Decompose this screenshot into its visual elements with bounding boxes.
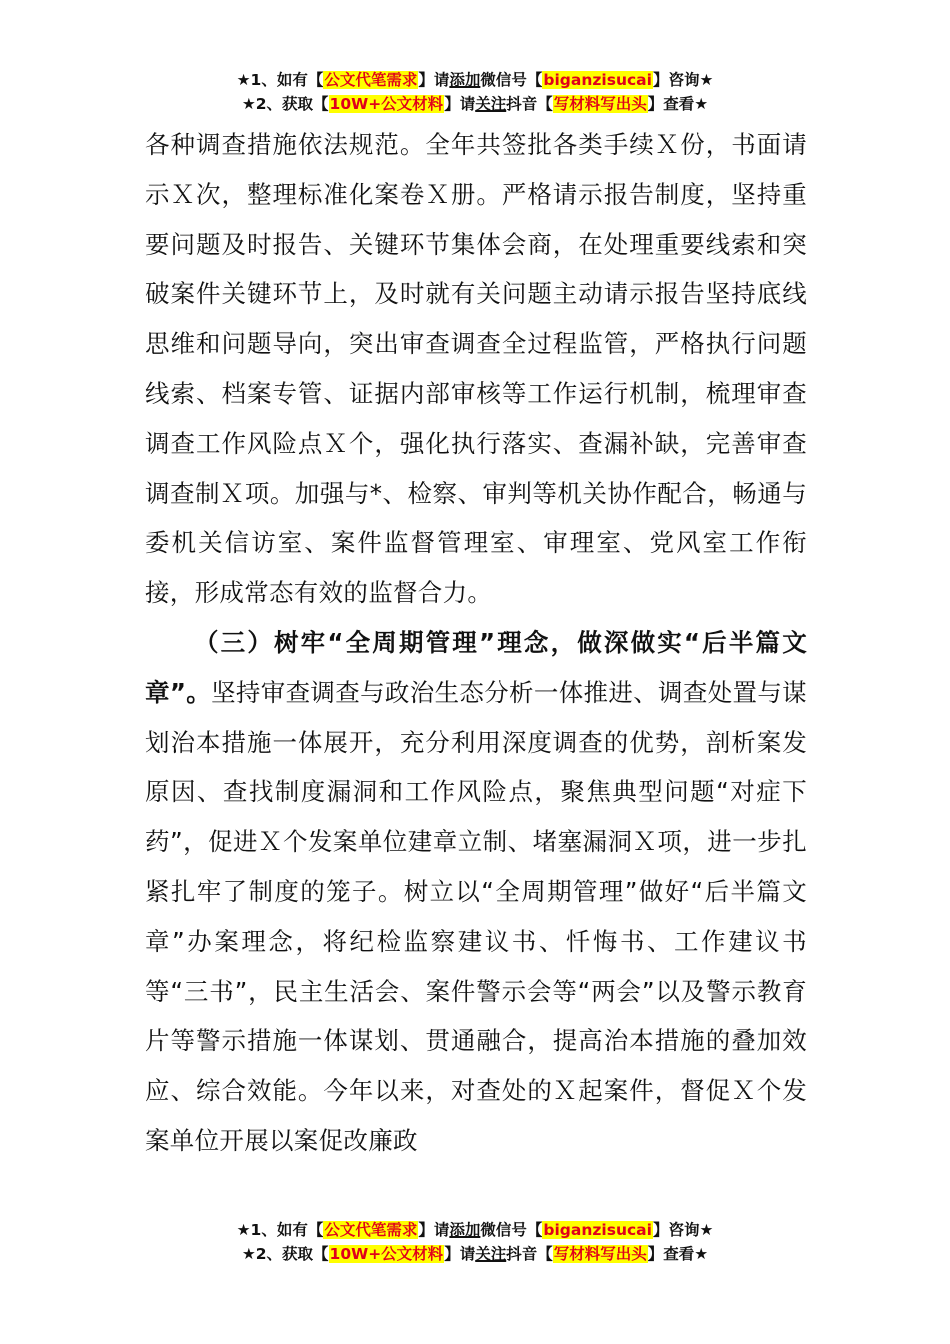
banner-text: 2、获取【 <box>255 95 329 113</box>
banner-text-underlined: 添加 <box>449 71 481 89</box>
banner-text: 】咨询★ <box>652 71 714 89</box>
banner-line-1 <box>0 1219 950 1243</box>
banner-text-underlined: 添加 <box>449 1221 481 1239</box>
star-icon: ★ <box>236 1221 251 1239</box>
highlight-douyin-account: 写材料写出头 <box>553 95 647 113</box>
highlight-service: 公文代笔需求 <box>324 1221 418 1239</box>
banner-text: 】咨询★ <box>652 1221 714 1239</box>
footer-banner <box>0 1219 950 1267</box>
banner-text: 抖音【 <box>506 95 553 113</box>
star-icon: ★ <box>241 1245 256 1263</box>
star-icon: ★ <box>236 71 251 89</box>
banner-text: 】请 <box>418 1221 450 1239</box>
header-banner <box>0 69 950 117</box>
banner-text: 】请 <box>418 71 450 89</box>
banner-text: 微信号【 <box>480 71 543 89</box>
highlight-wechat-id: biganzisucai <box>543 71 652 89</box>
banner-text: 】查看★ <box>647 1245 709 1263</box>
banner-text: 】请 <box>444 95 476 113</box>
highlight-wechat-id: biganzisucai <box>543 1221 652 1239</box>
highlight-materials: 10W+公文材料 <box>329 95 444 113</box>
banner-line-2 <box>0 93 950 117</box>
banner-text-underlined: 关注 <box>475 95 507 113</box>
banner-text: 】查看★ <box>647 95 709 113</box>
paragraph-2 <box>145 618 807 1166</box>
section-heading: （三）树牢“全周期管理”理念，做深做实“后半篇文章”。 <box>145 627 807 707</box>
paragraph-2-body: 坚持审查调查与政治生态分析一体推进、调查处置与谋划治本措施一体展开，充分利用深度调查的优势，剖析案发原因、查找制度漏洞和工作风险点，聚焦典型问题“对症下药”，促进Ｘ个发案单位建章立制、堵塞漏洞Ｘ项，进一步扎紧扎牢了制度的笼子。树立以“全周期管理”做好“后半篇文章”办案理念，将纪检监察建议书、忏悔书、工作建议书等“三书”，民主生活会、案件警示会等“两会”以及警示教育片等警示措施一体谋划、贯通融合，提高治本措施的叠加效应、综合效能。今年以来，对查处的Ｘ起案件，督促Ｘ个发案单位开展以案促改廉政 <box>145 677 807 1155</box>
banner-text: 微信号【 <box>480 1221 543 1239</box>
star-icon: ★ <box>241 95 256 113</box>
banner-line-2 <box>0 1243 950 1267</box>
banner-text: 】请 <box>444 1245 476 1263</box>
banner-text: 1、如有【 <box>250 1221 324 1239</box>
document-body <box>145 120 807 1166</box>
highlight-service: 公文代笔需求 <box>324 71 418 89</box>
paragraph-1: 各种调查措施依法规范。全年共签批各类手续Ｘ份，书面请示Ｘ次，整理标准化案卷Ｘ册。严格请示报告制度，坚持重要问题及时报告、关键环节集体会商，在处理重要线索和突破案件关键环节上，及时就有关问题主动请示报告坚持底线思维和问题导向，突出审查调查全过程监管，严格执行问题线索、档案专管、证据内部审核等工作运行机制，梳理审查调查工作风险点Ｘ个，强化执行落实、查漏补缺，完善审查调查制Ｘ项。加强与*、检察、审判等机关协作配合，畅通与委机关信访室、案件监督管理室、审理室、党风室工作衔接，形成常态有效的监督合力。 <box>145 130 807 608</box>
highlight-materials: 10W+公文材料 <box>329 1245 444 1263</box>
banner-text: 2、获取【 <box>255 1245 329 1263</box>
banner-text: 1、如有【 <box>250 71 324 89</box>
highlight-douyin-account: 写材料写出头 <box>553 1245 647 1263</box>
banner-text: 抖音【 <box>506 1245 553 1263</box>
banner-text-underlined: 关注 <box>475 1245 507 1263</box>
banner-line-1 <box>0 69 950 93</box>
